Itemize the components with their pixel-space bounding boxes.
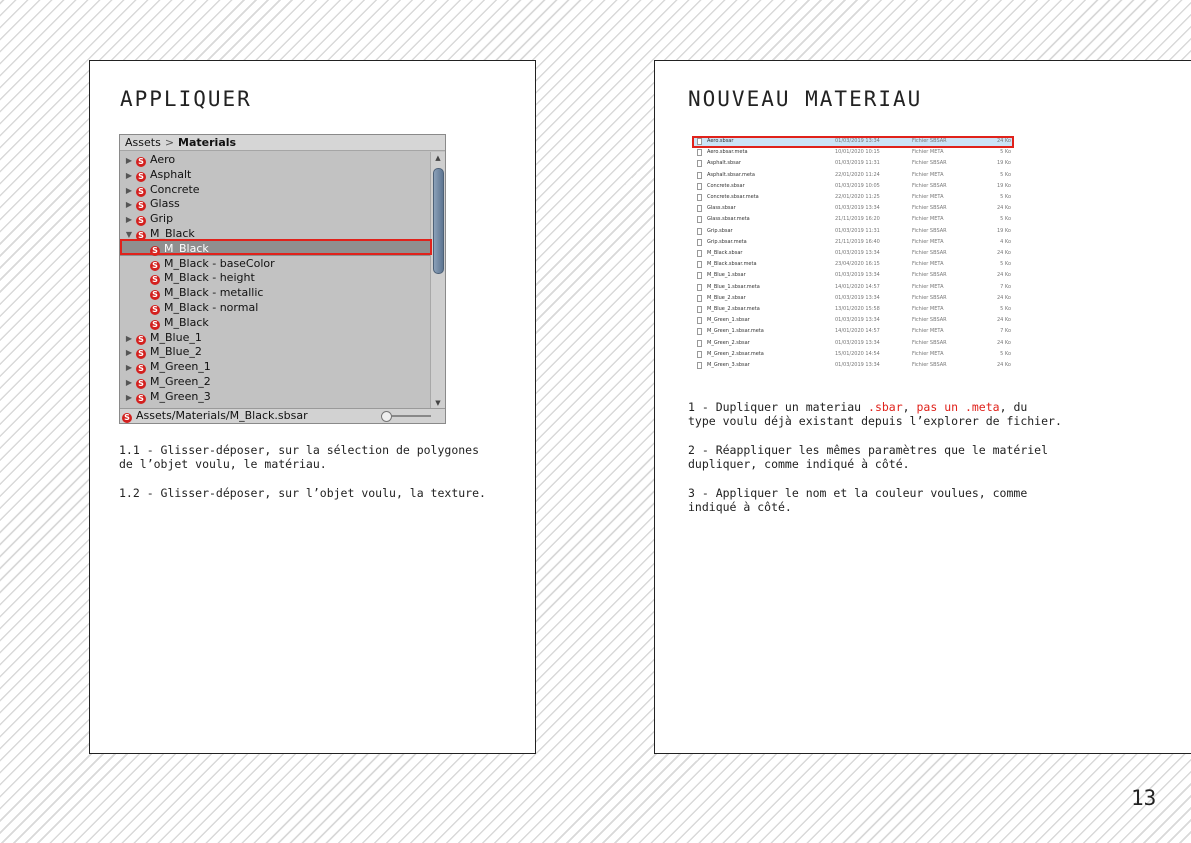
instruction-step-1: [688, 400, 1062, 428]
file-row[interactable]: [692, 226, 1014, 237]
file-date: 01/03/2019 13:34: [835, 250, 880, 256]
file-row[interactable]: [692, 170, 1014, 181]
expand-right-icon[interactable]: ▶: [125, 215, 133, 225]
file-row[interactable]: [692, 315, 1014, 326]
step1-text-a: 1 - Dupliquer un materiau: [688, 400, 869, 414]
asset-tree: [120, 152, 430, 409]
file-date: 22/01/2020 11:24: [835, 171, 880, 178]
file-type: Fichier META: [912, 238, 944, 245]
substance-logo-icon: S: [150, 275, 160, 285]
scroll-down-icon[interactable]: ▼: [435, 399, 441, 407]
tree-item-label: M_Blue_1: [150, 330, 202, 344]
substance-logo-icon: S: [136, 335, 146, 345]
tree-item[interactable]: [120, 226, 430, 241]
file-size: 24 Ko: [996, 339, 1011, 346]
tree-item-label: Concrete: [150, 182, 200, 196]
tree-item-label: M_Black: [150, 227, 195, 240]
file-icon: [697, 317, 702, 324]
file-row[interactable]: [692, 192, 1014, 203]
tree-item[interactable]: [120, 300, 430, 315]
file-type: Fichier SBSAR: [912, 362, 947, 368]
substance-logo-icon: S: [136, 201, 146, 211]
file-size: 5 Ko: [1000, 216, 1011, 223]
card-nouveau-materiau: [654, 60, 1191, 754]
file-size: 24 Ko: [996, 362, 1011, 368]
tree-item[interactable]: [120, 270, 430, 285]
zoom-slider[interactable]: [381, 415, 431, 417]
file-name: M_Green_3.sbsar: [707, 362, 750, 368]
file-icon: [697, 362, 702, 369]
file-row[interactable]: [692, 304, 1014, 315]
tree-item-label: M_Black: [164, 241, 209, 255]
file-name: M_Blue_1.sbsar: [707, 272, 746, 279]
instruction-1-1: 1.1 - Glisser-déposer, sur la sélection de polygones de l’objet voulu, le matériau.: [119, 443, 480, 471]
tree-item-label: M_Black - height: [164, 271, 255, 285]
file-name: Grip.sbsar: [707, 227, 733, 234]
file-row[interactable]: [692, 181, 1014, 192]
substance-logo-icon: S: [136, 157, 146, 167]
file-name: M_Green_1.sbsar: [707, 317, 750, 324]
step1-not-meta: pas un .meta: [916, 400, 1000, 414]
file-name: Aero.sbsar.meta: [707, 149, 748, 156]
step1-text-c: ,: [902, 400, 917, 414]
expand-right-icon[interactable]: ▶: [125, 333, 133, 343]
file-icon: [697, 306, 702, 313]
file-icon: [697, 160, 702, 167]
substance-logo-icon: S: [136, 379, 146, 389]
scroll-up-icon[interactable]: ▲: [435, 154, 441, 162]
file-icon: [697, 328, 702, 335]
tree-item-label: Asphalt: [150, 167, 192, 181]
breadcrumb-separator: >: [164, 136, 175, 149]
file-size: 19 Ko: [996, 182, 1011, 189]
file-row[interactable]: [692, 259, 1014, 270]
file-icon: [697, 340, 702, 347]
tree-item[interactable]: [120, 211, 430, 226]
substance-logo-icon: S: [136, 349, 146, 359]
file-name: Concrete.sbsar.meta: [707, 194, 759, 200]
file-date: 01/03/2019 10:05: [835, 182, 880, 189]
file-row[interactable]: [692, 136, 1014, 147]
file-date: 01/03/2019 13:34: [835, 205, 880, 212]
file-name: M_Black.sbsar: [707, 250, 743, 256]
file-date: 14/01/2020 14:57: [835, 328, 880, 335]
file-name: Glass.sbsar: [707, 205, 736, 212]
file-type: Fichier META: [912, 194, 944, 200]
file-date: 01/03/2019 13:34: [835, 272, 880, 279]
file-icon: [697, 216, 702, 223]
file-icon: [697, 272, 702, 279]
file-name: M_Blue_1.sbsar.meta: [707, 283, 760, 290]
file-icon: [697, 261, 702, 268]
file-date: 10/01/2020 10:15: [835, 149, 880, 156]
breadcrumb-current[interactable]: Materials: [178, 136, 237, 149]
tree-item[interactable]: [120, 315, 430, 330]
instruction-1-2: 1.2 - Glisser-déposer, sur l’objet voulu, la texture.: [119, 486, 486, 500]
file-date: 01/03/2019 11:31: [835, 160, 880, 167]
file-icon: [697, 239, 702, 246]
selected-path-bar: [120, 408, 445, 423]
tree-item[interactable]: [120, 359, 430, 374]
file-size: 24 Ko: [996, 205, 1011, 212]
file-date: 01/03/2019 13:34: [835, 362, 880, 368]
file-type: Fichier META: [912, 261, 944, 268]
file-type: Fichier META: [912, 350, 944, 357]
tree-item[interactable]: [120, 374, 430, 389]
substance-logo-icon: S: [136, 231, 146, 241]
file-type: Fichier SBSAR: [912, 138, 947, 144]
file-size: 24 Ko: [996, 272, 1011, 279]
file-size: 4 Ko: [1000, 238, 1011, 245]
scroll-thumb[interactable]: [433, 168, 444, 274]
tree-item[interactable]: [120, 167, 430, 182]
file-name: Aero.sbsar: [707, 138, 734, 144]
file-date: 01/03/2019 13:34: [835, 317, 880, 324]
file-row[interactable]: [692, 338, 1014, 349]
file-date: 01/03/2019 13:34: [835, 339, 880, 346]
tree-item[interactable]: [120, 152, 430, 167]
card-title-nouveau-materiau: NOUVEAU MATERIAU: [688, 87, 923, 111]
file-size: 5 Ko: [1000, 171, 1011, 178]
tree-item-label: Aero: [150, 153, 176, 166]
expand-right-icon[interactable]: ▶: [125, 185, 133, 195]
file-type: Fichier META: [912, 283, 944, 290]
tree-item-label: M_Blue_2: [150, 345, 202, 359]
file-size: 7 Ko: [1000, 328, 1011, 335]
file-type: Fichier META: [912, 328, 944, 335]
file-size: 24 Ko: [996, 138, 1011, 144]
tree-item-label: M_Black - normal: [164, 301, 259, 314]
tree-item-label: Glass: [150, 197, 180, 211]
file-name: Asphalt.sbsar.meta: [707, 171, 755, 178]
substance-logo-icon: S: [150, 261, 160, 271]
file-icon: [697, 194, 702, 201]
expand-right-icon[interactable]: ▶: [125, 348, 133, 358]
file-name: Concrete.sbsar: [707, 182, 745, 189]
file-row[interactable]: [692, 360, 1014, 371]
tree-item[interactable]: [120, 285, 430, 300]
tree-item-label: M_Black: [164, 315, 209, 329]
expand-right-icon[interactable]: ▶: [125, 170, 133, 180]
file-icon: [697, 295, 702, 302]
file-row[interactable]: [692, 326, 1014, 337]
tree-item-label: M_Green_1: [150, 360, 211, 374]
file-size: 24 Ko: [996, 250, 1011, 256]
expand-right-icon[interactable]: ▶: [125, 363, 133, 373]
expand-right-icon[interactable]: ▶: [125, 200, 133, 210]
file-icon: [697, 250, 702, 257]
file-icon: [697, 205, 702, 212]
file-size: 7 Ko: [1000, 283, 1011, 290]
tree-item[interactable]: [120, 256, 430, 271]
substance-logo-icon: S: [136, 216, 146, 226]
file-date: 21/11/2019 16:40: [835, 238, 880, 245]
file-size: 5 Ko: [1000, 306, 1011, 312]
zoom-slider-knob[interactable]: [381, 411, 392, 422]
file-type: Fichier META: [912, 171, 944, 178]
file-date: 22/01/2020 11:25: [835, 194, 880, 200]
expand-right-icon[interactable]: ▶: [125, 156, 133, 165]
substance-logo-icon: S: [150, 246, 160, 256]
file-explorer-list: [692, 136, 1014, 374]
file-type: Fichier META: [912, 306, 944, 312]
tree-item-label: Grip: [150, 212, 174, 226]
file-date: 01/03/2019 13:34: [835, 294, 880, 301]
expand-down-icon[interactable]: ▼: [125, 230, 133, 239]
tree-item-label: M_Green_3: [150, 389, 211, 403]
file-size: 24 Ko: [996, 317, 1011, 324]
substance-logo-icon: S: [136, 394, 146, 404]
file-row[interactable]: [692, 349, 1014, 360]
file-size: 5 Ko: [1000, 194, 1011, 200]
file-icon: [697, 228, 702, 235]
file-icon: [697, 284, 702, 291]
file-date: 01/03/2019 11:31: [835, 227, 880, 234]
file-type: Fichier SBSAR: [912, 294, 947, 301]
file-type: Fichier SBSAR: [912, 205, 947, 212]
breadcrumb-root[interactable]: Assets: [125, 136, 161, 149]
file-icon: [697, 351, 702, 358]
file-type: Fichier META: [912, 216, 944, 223]
file-name: M_Green_1.sbsar.meta: [707, 328, 764, 335]
file-row[interactable]: [692, 147, 1014, 158]
card-appliquer: [89, 60, 536, 754]
file-date: 23/04/2020 16:15: [835, 261, 880, 268]
breadcrumb: [120, 135, 445, 151]
file-size: 5 Ko: [1000, 350, 1011, 357]
instruction-step-2: 2 - Réappliquer les mêmes paramètres que le matériel dupliquer, comme indiqué à côté.: [688, 443, 1049, 471]
file-type: Fichier SBSAR: [912, 227, 947, 234]
file-date: 15/01/2020 14:54: [835, 350, 880, 357]
file-name: M_Green_2.sbsar.meta: [707, 350, 764, 357]
tree-item[interactable]: [120, 182, 430, 197]
file-row[interactable]: [692, 214, 1014, 225]
file-row[interactable]: [692, 203, 1014, 214]
file-type: Fichier SBSAR: [912, 272, 947, 279]
step1-text-e: , du type voulu déjà existant depuis l’explorer de fichier.: [688, 400, 1062, 428]
page-number: 13: [1131, 786, 1157, 810]
file-date: 13/01/2020 15:58: [835, 306, 880, 312]
tree-item[interactable]: [120, 196, 430, 211]
file-name: Asphalt.sbsar: [707, 160, 741, 167]
expand-right-icon[interactable]: ▶: [125, 392, 133, 402]
substance-logo-icon: S: [136, 187, 146, 197]
file-type: Fichier SBSAR: [912, 182, 947, 189]
card-title-appliquer: APPLIQUER: [120, 87, 252, 111]
tree-item-label: M_Black - baseColor: [164, 256, 275, 270]
file-name: M_Black.sbsar.meta: [707, 261, 757, 268]
tree-item[interactable]: [120, 241, 430, 256]
substance-logo-icon: S: [122, 413, 132, 423]
file-size: 19 Ko: [996, 227, 1011, 234]
file-name: Grip.sbsar.meta: [707, 238, 747, 245]
file-row[interactable]: [692, 293, 1014, 304]
file-date: 21/11/2019 16:20: [835, 216, 880, 223]
file-icon: [697, 183, 702, 190]
file-row[interactable]: [692, 282, 1014, 293]
file-name: M_Blue_2.sbsar.meta: [707, 306, 760, 312]
file-type: Fichier SBSAR: [912, 339, 947, 346]
tree-item-label: M_Green_2: [150, 375, 211, 388]
file-size: 5 Ko: [1000, 149, 1011, 156]
substance-logo-icon: S: [136, 364, 146, 374]
instruction-step-3: 3 - Appliquer le nom et la couleur voulues, comme indiqué à côté.: [688, 486, 1028, 514]
file-row[interactable]: [692, 270, 1014, 281]
file-row[interactable]: [692, 237, 1014, 248]
tree-item[interactable]: [120, 344, 430, 359]
vertical-scrollbar[interactable]: [430, 152, 445, 409]
substance-logo-icon: S: [150, 305, 160, 315]
file-icon: [697, 172, 702, 179]
substance-logo-icon: S: [150, 290, 160, 300]
file-type: Fichier SBSAR: [912, 317, 947, 324]
substance-logo-icon: S: [150, 320, 160, 330]
file-size: 24 Ko: [996, 294, 1011, 301]
tree-item[interactable]: [120, 389, 430, 404]
substance-logo-icon: S: [136, 172, 146, 182]
file-type: Fichier META: [912, 149, 944, 156]
step1-sbar: .sbar: [868, 400, 903, 414]
file-date: 14/01/2020 14:57: [835, 283, 880, 290]
file-type: Fichier SBSAR: [912, 160, 947, 167]
file-name: M_Blue_2.sbsar: [707, 294, 746, 301]
tree-item[interactable]: [120, 330, 430, 345]
file-name: M_Green_2.sbsar: [707, 339, 750, 346]
file-icon: [697, 149, 702, 156]
tree-item-label: M_Black - metallic: [164, 286, 264, 300]
file-row[interactable]: [692, 158, 1014, 169]
file-date: 01/03/2019 13:34: [835, 138, 880, 144]
expand-right-icon[interactable]: ▶: [125, 378, 133, 387]
unity-project-panel: [119, 134, 446, 424]
file-size: 5 Ko: [1000, 261, 1011, 268]
file-row[interactable]: [692, 248, 1014, 259]
selected-path: Assets/Materials/M_Black.sbsar: [136, 409, 308, 422]
file-name: Glass.sbsar.meta: [707, 216, 750, 223]
file-size: 19 Ko: [996, 160, 1011, 167]
file-type: Fichier SBSAR: [912, 250, 947, 256]
file-icon: [697, 138, 702, 145]
